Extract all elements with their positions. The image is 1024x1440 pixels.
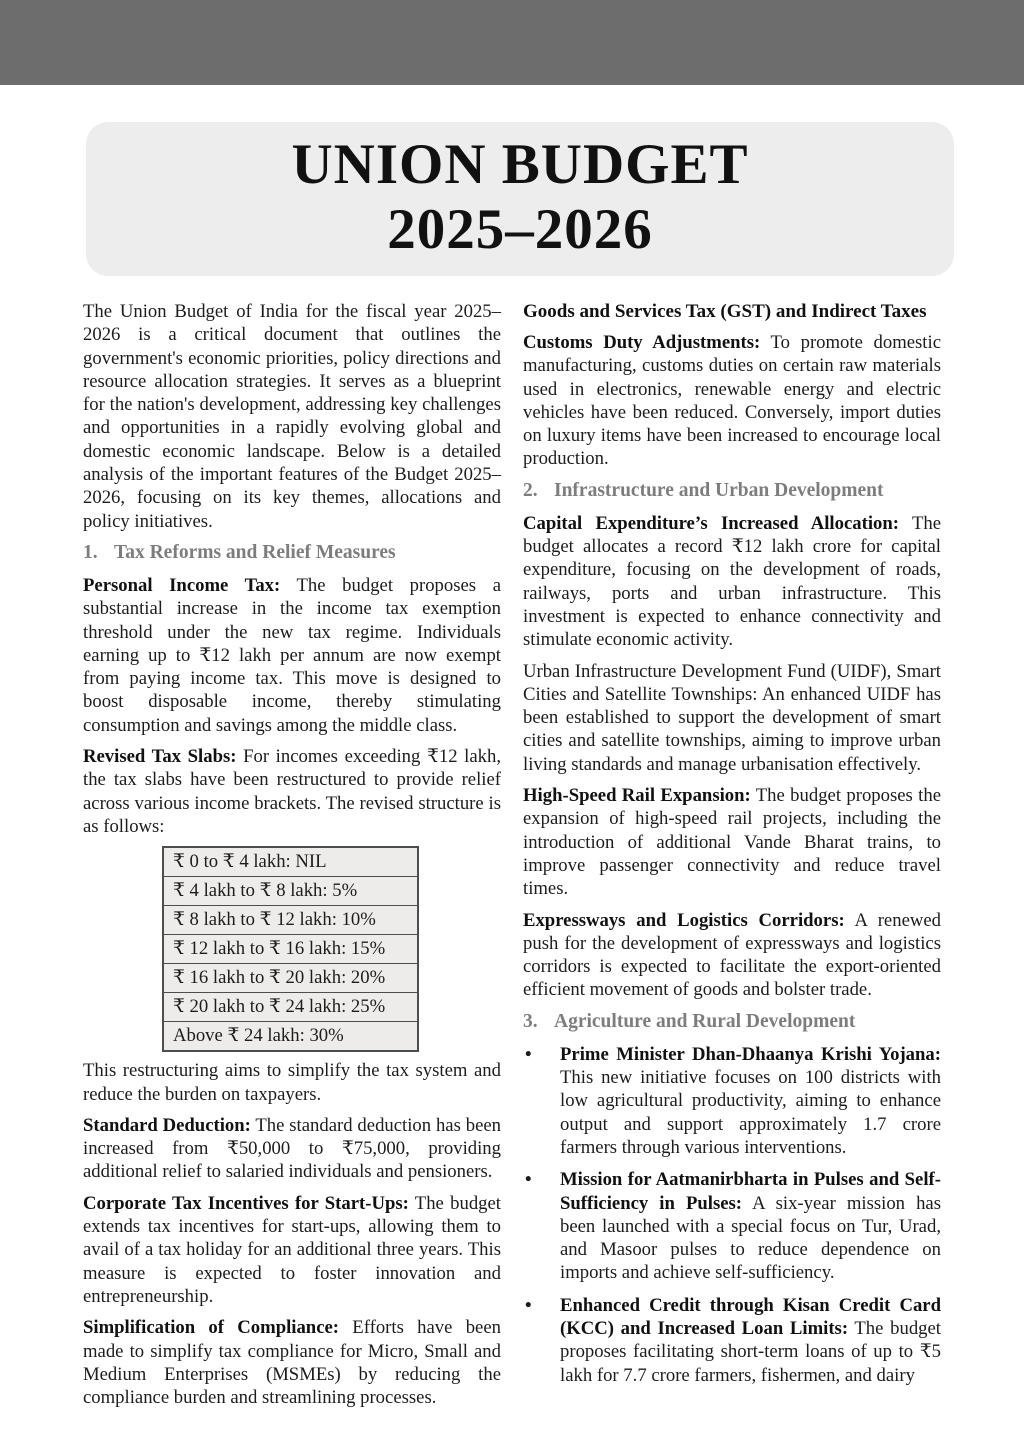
paragraph-text: A renewed push for the development of expressways and logistics corridors is expected to facilitate the export-oriented efficient movement of goods and bolster trade. [523,909,941,1001]
paragraph-text: The budget allocates a record ₹12 lakh crore for capital expenditure, focusing on the development of roads, railways, ports and urban infrastructure. This investment is expected to enhance connectivity and stimulate economic activity. [523,512,942,651]
tax-slab-row: Above ₹ 24 lakh: 30% [173,1025,344,1047]
paragraph-lead: High-Speed Rail Expansion: [523,785,751,807]
section-title: Infrastructure and Urban Development [554,479,884,501]
tax-slab-row: ₹ 16 lakh to ₹ 20 lakh: 20% [164,964,417,993]
section-heading-infrastructure [523,479,941,503]
paragraph-lead: Enhanced Credit through Kisan Credit Card (KCC) and Increased Loan Limits: [560,1294,941,1339]
section-heading-tax-reforms [83,541,501,565]
section-title: Agriculture and Rural Development [554,1010,856,1032]
paragraph-high-speed-rail [523,784,941,900]
paragraph-lead: Expressways and Logistics Corridors: [523,909,845,931]
paragraph-lead: Simplification of Compliance: [83,1317,340,1339]
tax-slab-table [162,846,419,1052]
section-heading-agriculture [523,1010,941,1034]
paragraph-lead: Customs Duty Adjustments: [523,332,761,353]
paragraph-standard-deduction [83,1114,501,1184]
page-title-line2: 2025–2026 [387,198,653,261]
paragraph-text: The standard deduction has been increased from ₹50,000 to ₹75,000, providing additional relief to salaried individuals and pensioners. [83,1114,501,1183]
paragraph-text: The budget proposes a substantial increase in the income tax exemption threshold under the new tax regime. Individuals earning up to ₹12 lakh per annum are now exempt from paying income tax. This move is designed to boost disposable income, thereby stimulating consumption and savings among the middle class. [83,574,501,736]
section-number: 2. [523,479,538,501]
intro-paragraph: The Union Budget of India for the fiscal year 2025–2026 is a critical document that outlines the government's economic priorities, policy directions and resource allocation strategies. It serves as a blueprint for the nation's development, addressing key challenges and opportunities in a rapidly evolving global and domestic economic landscape. Below is a detailed analysis of the important features of the Budget 2025–2026, focusing on its key themes, allocations and policy initiatives. [83,301,501,532]
section-number: 1. [83,541,98,563]
paragraph-lead: Mission for Aatmanirbharta in Pulses and Self-Sufficiency in Pulses: [560,1169,941,1214]
paragraph-expressways [523,909,941,1002]
paragraph-lead: Personal Income Tax: [83,574,281,596]
agriculture-bullet-list [523,1043,941,1387]
paragraph-text: The budget extends tax incentives for start-ups, allowing them to avail of a tax holiday for an additional three years. This measure is expected to foster innovation and entrepreneurship. [83,1192,501,1307]
section-number: 3. [523,1010,538,1032]
heading-gst-indirect-taxes: Goods and Services Tax (GST) and Indirect Taxes [523,301,927,322]
bullet-text [560,1043,941,1159]
paragraph-personal-income-tax [83,574,501,737]
bullet-text [560,1168,941,1284]
paragraph-lead: Standard Deduction: [83,1114,251,1136]
paragraph-revised-tax-slabs [83,745,501,838]
paragraph-capital-expenditure [523,512,941,652]
bullet-icon: • [525,1043,532,1065]
tax-slab-row: ₹ 4 lakh to ₹ 8 lakh: 5% [164,877,417,906]
paragraph-corporate-tax [83,1192,501,1308]
paragraph-text: This new initiative focuses on 100 districts with low agricultural productivity, aiming to enhance output and support approximately 1.7 crore farmers through various interventions. [560,1067,941,1158]
tax-slab-row: ₹ 12 lakh to ₹ 16 lakh: 15% [164,935,417,964]
paragraph-text: The budget proposes the expansion of high-speed rail projects, including the introduction of additional Vande Bharat trains, to improve passenger connectivity and reduce travel times. [523,785,941,900]
paragraph-lead: Revised Tax Slabs: [83,746,237,768]
tax-slab-row: ₹ 0 to ₹ 4 lakh: NIL [164,848,417,877]
left-column [83,300,501,1417]
paragraph-text: A six-year mission has been launched with a special focus on Tur, Urad, and Masoor pulses to reduce dependence on imports and achieve self-sufficiency. [560,1192,941,1284]
paragraph-uidf: Urban Infrastructure Development Fund (UIDF), Smart Cities and Satellite Townships: An enhanced UIDF has been established to support the development of smart cities and satellite townships, aiming to improve urban living standards and manage urbanisation effectively. [523,660,941,775]
section-title: Tax Reforms and Relief Measures [114,541,396,563]
title-box [86,122,954,276]
bullet-icon: • [525,1294,532,1316]
tax-slab-row: ₹ 20 lakh to ₹ 24 lakh: 25% [164,993,417,1022]
page-title-line1: UNION BUDGET [291,133,749,196]
paragraph-text: Efforts have been made to simplify tax compliance for Micro, Small and Medium Enterprises (MSMEs) by reducing the compliance burden and streamlining processes. [83,1317,501,1409]
tax-slab-row: ₹ 8 lakh to ₹ 12 lakh: 10% [164,906,417,935]
paragraph-lead: Capital Expenditure’s Increased Allocation: [523,512,899,534]
right-column [523,300,941,1417]
paragraph-text: The budget proposes facilitating short-term loans of up to ₹5 lakh for 7.7 crore farmers, fishermen, and dairy [560,1317,941,1386]
two-column-layout [0,300,1024,1417]
paragraph-customs-duty [523,331,941,471]
list-item [523,1043,941,1159]
page-header-band [0,0,1024,85]
bullet-icon: • [525,1169,532,1191]
paragraph-lead: Prime Minister Dhan-Dhaanya Krishi Yojana: [560,1043,941,1065]
list-item [523,1294,941,1387]
paragraph-lead: Corporate Tax Incentives for Start-Ups: [83,1192,409,1214]
bullet-text [560,1294,941,1387]
paragraph-text: For incomes exceeding ₹12 lakh, the tax slabs have been restructured to provide relief across various income brackets. The revised structure is as follows: [83,746,502,837]
paragraph-restructuring: This restructuring aims to simplify the tax system and reduce the burden on taxpayers. [83,1060,501,1105]
paragraph-simplification [83,1316,501,1409]
paragraph-text: To promote domestic manufacturing, customs duties on certain raw materials used in electronics, renewable energy and electric vehicles have been reduced. Conversely, import duties on luxury items have been increased to encourage local production. [523,332,941,470]
list-item [523,1168,941,1284]
